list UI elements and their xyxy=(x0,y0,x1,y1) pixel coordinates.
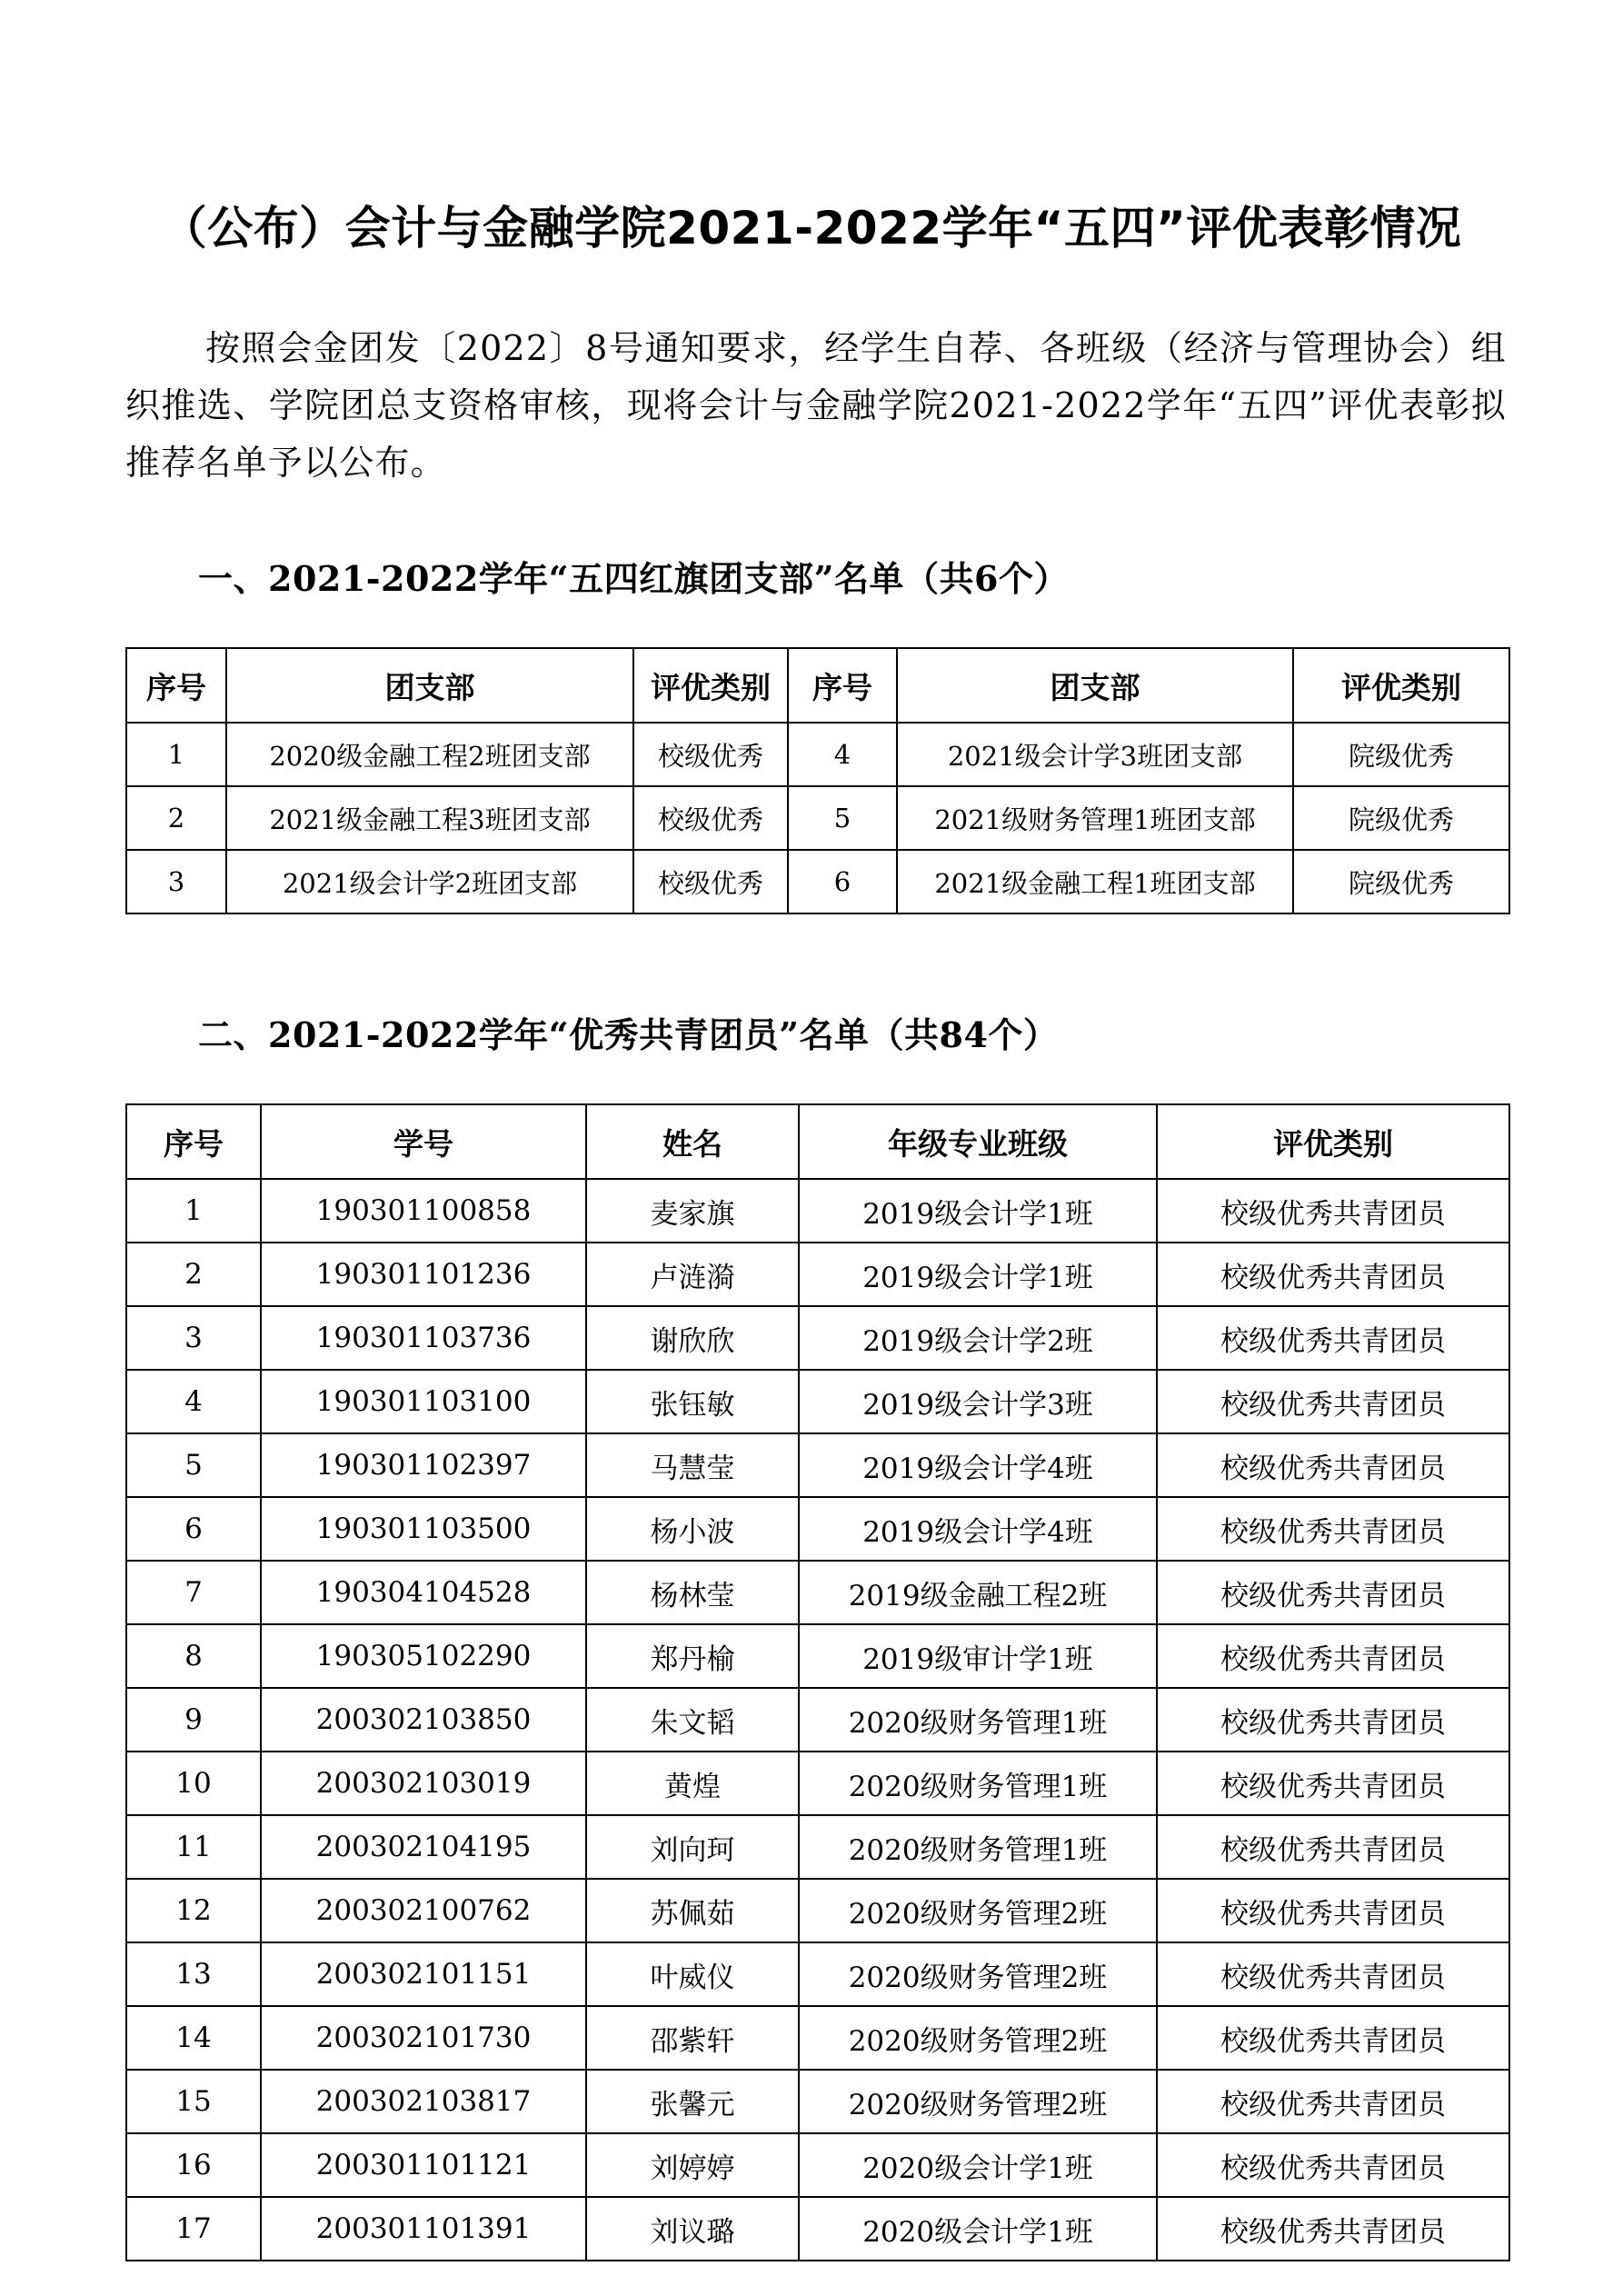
cell-name: 马慧莹 xyxy=(586,1433,799,1497)
header-category: 评优类别 xyxy=(1293,648,1509,723)
cell-name: 刘婷婷 xyxy=(586,2133,799,2197)
cell-name: 邵紫轩 xyxy=(586,2006,799,2070)
cell-name: 杨小波 xyxy=(586,1497,799,1561)
cell-student-id: 200302103850 xyxy=(261,1688,586,1752)
table-row xyxy=(126,2197,1509,2261)
header-seq: 序号 xyxy=(126,1104,261,1179)
cell-category: 校级优秀共青团员 xyxy=(1157,2197,1509,2261)
cell-student-id: 200302103019 xyxy=(261,1752,586,1815)
cell-seq: 1 xyxy=(126,723,226,786)
cell-class: 2020级会计学1班 xyxy=(799,2133,1157,2197)
red-flag-branch-table xyxy=(125,647,1510,914)
cell-student-id: 200302100762 xyxy=(261,1879,586,1942)
cell-name: 谢欣欣 xyxy=(586,1306,799,1370)
header-student-id: 学号 xyxy=(261,1104,586,1179)
cell-category: 校级优秀共青团员 xyxy=(1157,1243,1509,1306)
table-row xyxy=(126,1561,1509,1624)
outstanding-member-table-body xyxy=(126,1179,1509,2261)
cell-category: 院级优秀 xyxy=(1293,723,1509,786)
cell-name: 张馨元 xyxy=(586,2070,799,2133)
cell-seq: 16 xyxy=(126,2133,261,2197)
cell-student-id: 190301103736 xyxy=(261,1306,586,1370)
cell-student-id: 190301103100 xyxy=(261,1370,586,1433)
cell-class: 2019级会计学1班 xyxy=(799,1243,1157,1306)
cell-student-id: 200302103817 xyxy=(261,2070,586,2133)
cell-seq: 10 xyxy=(126,1752,261,1815)
table-row xyxy=(126,2133,1509,2197)
cell-category: 校级优秀共青团员 xyxy=(1157,1752,1509,1815)
cell-category: 校级优秀共青团员 xyxy=(1157,1497,1509,1561)
cell-branch: 2021级会计学3班团支部 xyxy=(897,723,1293,786)
table-row xyxy=(126,1752,1509,1815)
cell-seq: 8 xyxy=(126,1624,261,1688)
section1-heading: 一、2021-2022学年“五四红旗团支部”名单（共6个） xyxy=(198,558,1069,599)
table-header-row xyxy=(126,1104,1509,1179)
cell-category: 校级优秀共青团员 xyxy=(1157,1815,1509,1879)
cell-category: 校级优秀共青团员 xyxy=(1157,2006,1509,2070)
table-row xyxy=(126,1306,1509,1370)
cell-name: 卢涟漪 xyxy=(586,1243,799,1306)
cell-branch: 2021级金融工程3班团支部 xyxy=(226,786,633,850)
cell-student-id: 190305102290 xyxy=(261,1624,586,1688)
cell-class: 2019级金融工程2班 xyxy=(799,1561,1157,1624)
cell-branch: 2021级财务管理1班团支部 xyxy=(897,786,1293,850)
cell-class: 2020级财务管理1班 xyxy=(799,1688,1157,1752)
cell-name: 叶威仪 xyxy=(586,1942,799,2006)
cell-class: 2019级会计学4班 xyxy=(799,1497,1157,1561)
table-row xyxy=(126,1433,1509,1497)
cell-name: 麦家旗 xyxy=(586,1179,799,1243)
cell-name: 朱文韬 xyxy=(586,1688,799,1752)
cell-category: 校级优秀共青团员 xyxy=(1157,1688,1509,1752)
cell-seq: 5 xyxy=(126,1433,261,1497)
table-row xyxy=(126,1624,1509,1688)
header-branch: 团支部 xyxy=(897,648,1293,723)
cell-seq: 2 xyxy=(126,1243,261,1306)
cell-category: 院级优秀 xyxy=(1293,786,1509,850)
header-name: 姓名 xyxy=(586,1104,799,1179)
cell-student-id: 190301100858 xyxy=(261,1179,586,1243)
cell-name: 刘议璐 xyxy=(586,2197,799,2261)
cell-category: 校级优秀共青团员 xyxy=(1157,1561,1509,1624)
cell-class: 2020级财务管理1班 xyxy=(799,1815,1157,1879)
table-row xyxy=(126,1179,1509,1243)
cell-seq: 3 xyxy=(126,1306,261,1370)
table-header-row xyxy=(126,648,1509,723)
cell-class: 2020级财务管理2班 xyxy=(799,1879,1157,1942)
cell-branch: 2020级金融工程2班团支部 xyxy=(226,723,633,786)
cell-class: 2020级财务管理2班 xyxy=(799,2070,1157,2133)
cell-class: 2020级财务管理1班 xyxy=(799,1752,1157,1815)
header-seq: 序号 xyxy=(126,648,226,723)
table-row xyxy=(126,723,1509,786)
cell-seq: 3 xyxy=(126,850,226,913)
cell-seq: 2 xyxy=(126,786,226,850)
cell-seq: 7 xyxy=(126,1561,261,1624)
cell-student-id: 200302104195 xyxy=(261,1815,586,1879)
cell-seq: 15 xyxy=(126,2070,261,2133)
cell-seq: 6 xyxy=(788,850,897,913)
cell-category: 校级优秀共青团员 xyxy=(1157,2070,1509,2133)
cell-category: 校级优秀共青团员 xyxy=(1157,2133,1509,2197)
cell-category: 校级优秀 xyxy=(633,786,788,850)
cell-student-id: 190301102397 xyxy=(261,1433,586,1497)
cell-category: 校级优秀共青团员 xyxy=(1157,1624,1509,1688)
header-class: 年级专业班级 xyxy=(799,1104,1157,1179)
cell-class: 2019级审计学1班 xyxy=(799,1624,1157,1688)
table-row xyxy=(126,1243,1509,1306)
cell-student-id: 190301103500 xyxy=(261,1497,586,1561)
cell-category: 校级优秀 xyxy=(633,850,788,913)
cell-category: 校级优秀共青团员 xyxy=(1157,1879,1509,1942)
header-category: 评优类别 xyxy=(633,648,788,723)
cell-seq: 11 xyxy=(126,1815,261,1879)
cell-class: 2019级会计学1班 xyxy=(799,1179,1157,1243)
cell-seq: 4 xyxy=(126,1370,261,1433)
cell-seq: 14 xyxy=(126,2006,261,2070)
cell-category: 院级优秀 xyxy=(1293,850,1509,913)
cell-student-id: 200302101730 xyxy=(261,2006,586,2070)
cell-class: 2019级会计学2班 xyxy=(799,1306,1157,1370)
outstanding-member-table xyxy=(125,1103,1510,2261)
cell-category: 校级优秀 xyxy=(633,723,788,786)
cell-class: 2019级会计学3班 xyxy=(799,1370,1157,1433)
section2-heading: 二、2021-2022学年“优秀共青团员”名单（共84个） xyxy=(198,1014,1059,1055)
cell-class: 2019级会计学4班 xyxy=(799,1433,1157,1497)
table-row xyxy=(126,2006,1509,2070)
cell-seq: 1 xyxy=(126,1179,261,1243)
cell-student-id: 190304104528 xyxy=(261,1561,586,1624)
cell-branch: 2021级会计学2班团支部 xyxy=(226,850,633,913)
table-row xyxy=(126,786,1509,850)
table-row xyxy=(126,1497,1509,1561)
cell-seq: 12 xyxy=(126,1879,261,1942)
intro-paragraph: 按照会金团发〔2022〕8号通知要求，经学生自荐、各班级（经济与管理协会）组织推选、学院团总支资格审核，现将会计与金融学院2021-2022学年“五四”评优表彰拟推荐名单予以公布。 xyxy=(125,328,1507,483)
cell-student-id: 200301101121 xyxy=(261,2133,586,2197)
cell-seq: 4 xyxy=(788,723,897,786)
cell-name: 杨林莹 xyxy=(586,1561,799,1624)
cell-name: 郑丹榆 xyxy=(586,1624,799,1688)
cell-class: 2020级财务管理2班 xyxy=(799,2006,1157,2070)
table-row xyxy=(126,2070,1509,2133)
cell-category: 校级优秀共青团员 xyxy=(1157,1306,1509,1370)
cell-student-id: 200301101391 xyxy=(261,2197,586,2261)
cell-seq: 6 xyxy=(126,1497,261,1561)
header-seq: 序号 xyxy=(788,648,897,723)
table-row xyxy=(126,850,1509,913)
table-row xyxy=(126,1370,1509,1433)
cell-category: 校级优秀共青团员 xyxy=(1157,1370,1509,1433)
cell-category: 校级优秀共青团员 xyxy=(1157,1433,1509,1497)
document-title: （公布）会计与金融学院2021-2022学年“五四”评优表彰情况 xyxy=(161,202,1462,255)
table-row xyxy=(126,1688,1509,1752)
cell-name: 苏佩茹 xyxy=(586,1879,799,1942)
cell-seq: 13 xyxy=(126,1942,261,2006)
header-category: 评优类别 xyxy=(1157,1104,1509,1179)
cell-seq: 5 xyxy=(788,786,897,850)
table-row xyxy=(126,1815,1509,1879)
cell-student-id: 190301101236 xyxy=(261,1243,586,1306)
cell-seq: 17 xyxy=(126,2197,261,2261)
cell-class: 2020级财务管理2班 xyxy=(799,1942,1157,2006)
cell-seq: 9 xyxy=(126,1688,261,1752)
table-row xyxy=(126,1879,1509,1942)
table-row xyxy=(126,1942,1509,2006)
cell-branch: 2021级金融工程1班团支部 xyxy=(897,850,1293,913)
cell-class: 2020级会计学1班 xyxy=(799,2197,1157,2261)
cell-name: 黄煌 xyxy=(586,1752,799,1815)
cell-student-id: 200302101151 xyxy=(261,1942,586,2006)
cell-name: 刘向珂 xyxy=(586,1815,799,1879)
red-flag-branch-table-body xyxy=(126,723,1509,913)
cell-category: 校级优秀共青团员 xyxy=(1157,1179,1509,1243)
cell-name: 张钰敏 xyxy=(586,1370,799,1433)
header-branch: 团支部 xyxy=(226,648,633,723)
cell-category: 校级优秀共青团员 xyxy=(1157,1942,1509,2006)
